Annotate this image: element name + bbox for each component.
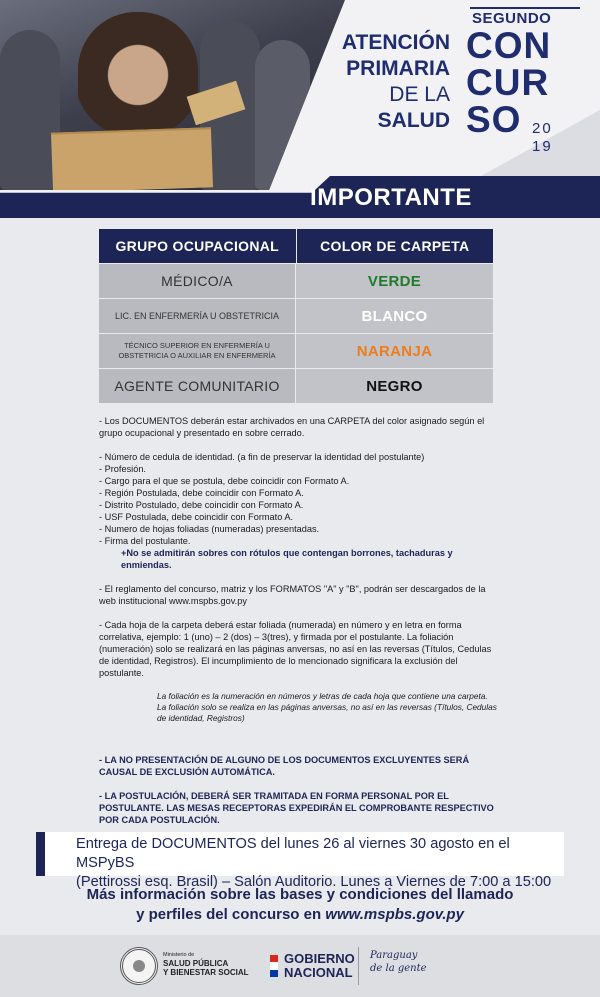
delivery-text xyxy=(76,835,562,892)
intro-text: - Los DOCUMENTOS deberán estar archivados en una CARPETA del color asignado según el grupo ocupacional y presentado en sobre cerrado. xyxy=(99,416,485,438)
title-line: ATENCIÓN xyxy=(341,31,450,54)
group-cell: MÉDICO/A xyxy=(99,264,296,298)
ministry-small: Ministerio de xyxy=(163,952,195,958)
year-bottom: 19 xyxy=(532,138,553,155)
foliacion-note: La foliación es la numeración en números y letras de cada hoja que contiene una carpeta. La foliación solo se realiza en las páginas anversas, no así en las reversas (Títulos, Cedulas de identidad, Registros) xyxy=(157,691,497,723)
title-line: SALUD xyxy=(377,109,450,132)
color-cell: BLANCO xyxy=(296,299,493,333)
list-item: - Número de cedula de identidad. (a fin de preservar la identidad del postulante) xyxy=(99,452,425,462)
list-item: - Distrito Postulado, debe coincidir con Formato A. xyxy=(99,500,304,510)
footer-divider xyxy=(358,947,359,985)
exclusion-notice: - LA NO PRESENTACIÓN DE ALGUNO DE LOS DOCUMENTOS EXCLUYENTES SERÁ CAUSAL DE EXCLUSIÓN AUTOMÁTICA. xyxy=(99,755,470,777)
ministry-seal-icon xyxy=(120,947,158,985)
list-item: - Firma del postulante. xyxy=(99,536,191,546)
background-figure xyxy=(0,30,60,190)
header-photo xyxy=(0,0,345,190)
ministry-name: Y BIENESTAR SOCIAL xyxy=(163,968,249,977)
table-header xyxy=(99,229,493,263)
list-item: - Numero de hojas foliadas (numeradas) presentadas. xyxy=(99,524,320,534)
concurso-line: CUR xyxy=(466,62,550,103)
delivery-accent-bar xyxy=(36,832,45,876)
table-row xyxy=(99,369,493,403)
group-cell: LIC. EN ENFERMERÍA U OBSTETRICIA xyxy=(99,299,296,333)
postulacion-notice: - LA POSTULACIÓN, DEBERÁ SER TRAMITADA EN FORMA PERSONAL POR EL POSTULANTE. LAS MESAS RECEPTORAS EXPEDIRÁN EL COMPROBANTE RESPECTIVO POR CADA POSTULACIÓN. xyxy=(99,791,494,825)
color-cell: NEGRO xyxy=(296,369,493,403)
paraguay-flag-icon xyxy=(270,955,278,977)
column-header: COLOR DE CARPETA xyxy=(320,238,470,254)
table-row xyxy=(99,264,493,298)
list-item: - Cargo para el que se postula, debe coincidir con Formato A. xyxy=(99,476,350,486)
more-info xyxy=(40,885,560,925)
background-figure xyxy=(255,40,310,190)
delivery-box xyxy=(36,832,564,890)
table-row xyxy=(99,299,493,333)
title-line: DE LA xyxy=(389,83,450,106)
more-info-line: Más información sobre las bases y condiciones del llamado xyxy=(86,886,514,903)
color-cell: NARANJA xyxy=(296,334,493,368)
color-cell: VERDE xyxy=(296,264,493,298)
delivery-line: Entrega de DOCUMENTOS del lunes 26 al viernes 30 agosto en el MSPyBS xyxy=(76,836,510,871)
year-label xyxy=(532,120,553,156)
warning-note: +No se admitirán sobres con rótulos que contengan borrones, tachaduras y enmiendas. xyxy=(121,548,453,570)
gobierno-logo xyxy=(284,952,355,980)
header xyxy=(0,0,600,218)
reglamento-text: - El reglamento del concurso, matriz y los FORMATOS "A" y "B", podrán ser descargados de la web institucional www.mspbs.gov.py xyxy=(99,584,486,606)
column-header: GRUPO OCUPACIONAL xyxy=(99,229,297,263)
instructions xyxy=(99,415,497,838)
foliada-text: - Cada hoja de la carpeta deberá estar foliada (numerada) en número y en letra en forma correlativa, ejemplo: 1 (uno) – 2 (dos) – 3(tres), y firmada por el postulante. La foliación (numeración) solo se realizará en las páginas anversas, no así en las reversas (Títulos, Cedulas de identidad, Registros). El incumplimiento de lo mencionado significara la exclusión del postulante. xyxy=(99,620,492,678)
more-info-line xyxy=(40,905,560,925)
concurso-line: CON xyxy=(466,25,552,66)
more-info-prefix: y perfiles del concurso en xyxy=(136,906,326,923)
title-line: PRIMARIA xyxy=(346,57,450,80)
folder-color-table xyxy=(99,229,493,403)
requirements-list xyxy=(99,451,497,547)
group-cell: TÉCNICO SUPERIOR EN ENFERMERÍA U OBSTETRICIA O AUXILIAR EN ENFERMERÍA xyxy=(99,334,296,368)
table-row xyxy=(99,334,493,368)
concurso-title xyxy=(466,10,566,155)
important-banner xyxy=(0,176,600,218)
footer xyxy=(0,935,600,997)
paraguay-de-la-gente-logo xyxy=(370,949,427,975)
paraguay-line: de la gente xyxy=(370,963,427,974)
website-link[interactable]: www.mspbs.gov.py xyxy=(325,906,464,923)
list-item: - Profesión. xyxy=(99,464,146,474)
delivery-line: (Pettirossi esq. Brasil) – Salón Auditorio. Lunes a Viernes de 7:00 a 15:00 xyxy=(76,874,552,890)
campaign-title xyxy=(340,30,450,134)
ministry-name: SALUD PÚBLICA xyxy=(163,959,229,968)
title-rule xyxy=(470,7,580,9)
list-item: - USF Postulada, debe coincidir con Formato A. xyxy=(99,512,294,522)
gobierno-line: GOBIERNO xyxy=(284,951,355,966)
segundo-label: SEGUNDO xyxy=(472,10,552,27)
paraguay-line: Paraguay xyxy=(370,950,418,961)
banner-label: IMPORTANTE xyxy=(310,184,472,211)
group-cell: AGENTE COMUNITARIO xyxy=(99,369,296,403)
ministry-logo xyxy=(163,952,249,977)
year-top: 20 xyxy=(532,120,553,137)
concurso-line: SO xyxy=(466,99,522,140)
list-item: - Región Postulada, debe coincidir con Formato A. xyxy=(99,488,304,498)
gobierno-line: NACIONAL xyxy=(284,965,353,980)
